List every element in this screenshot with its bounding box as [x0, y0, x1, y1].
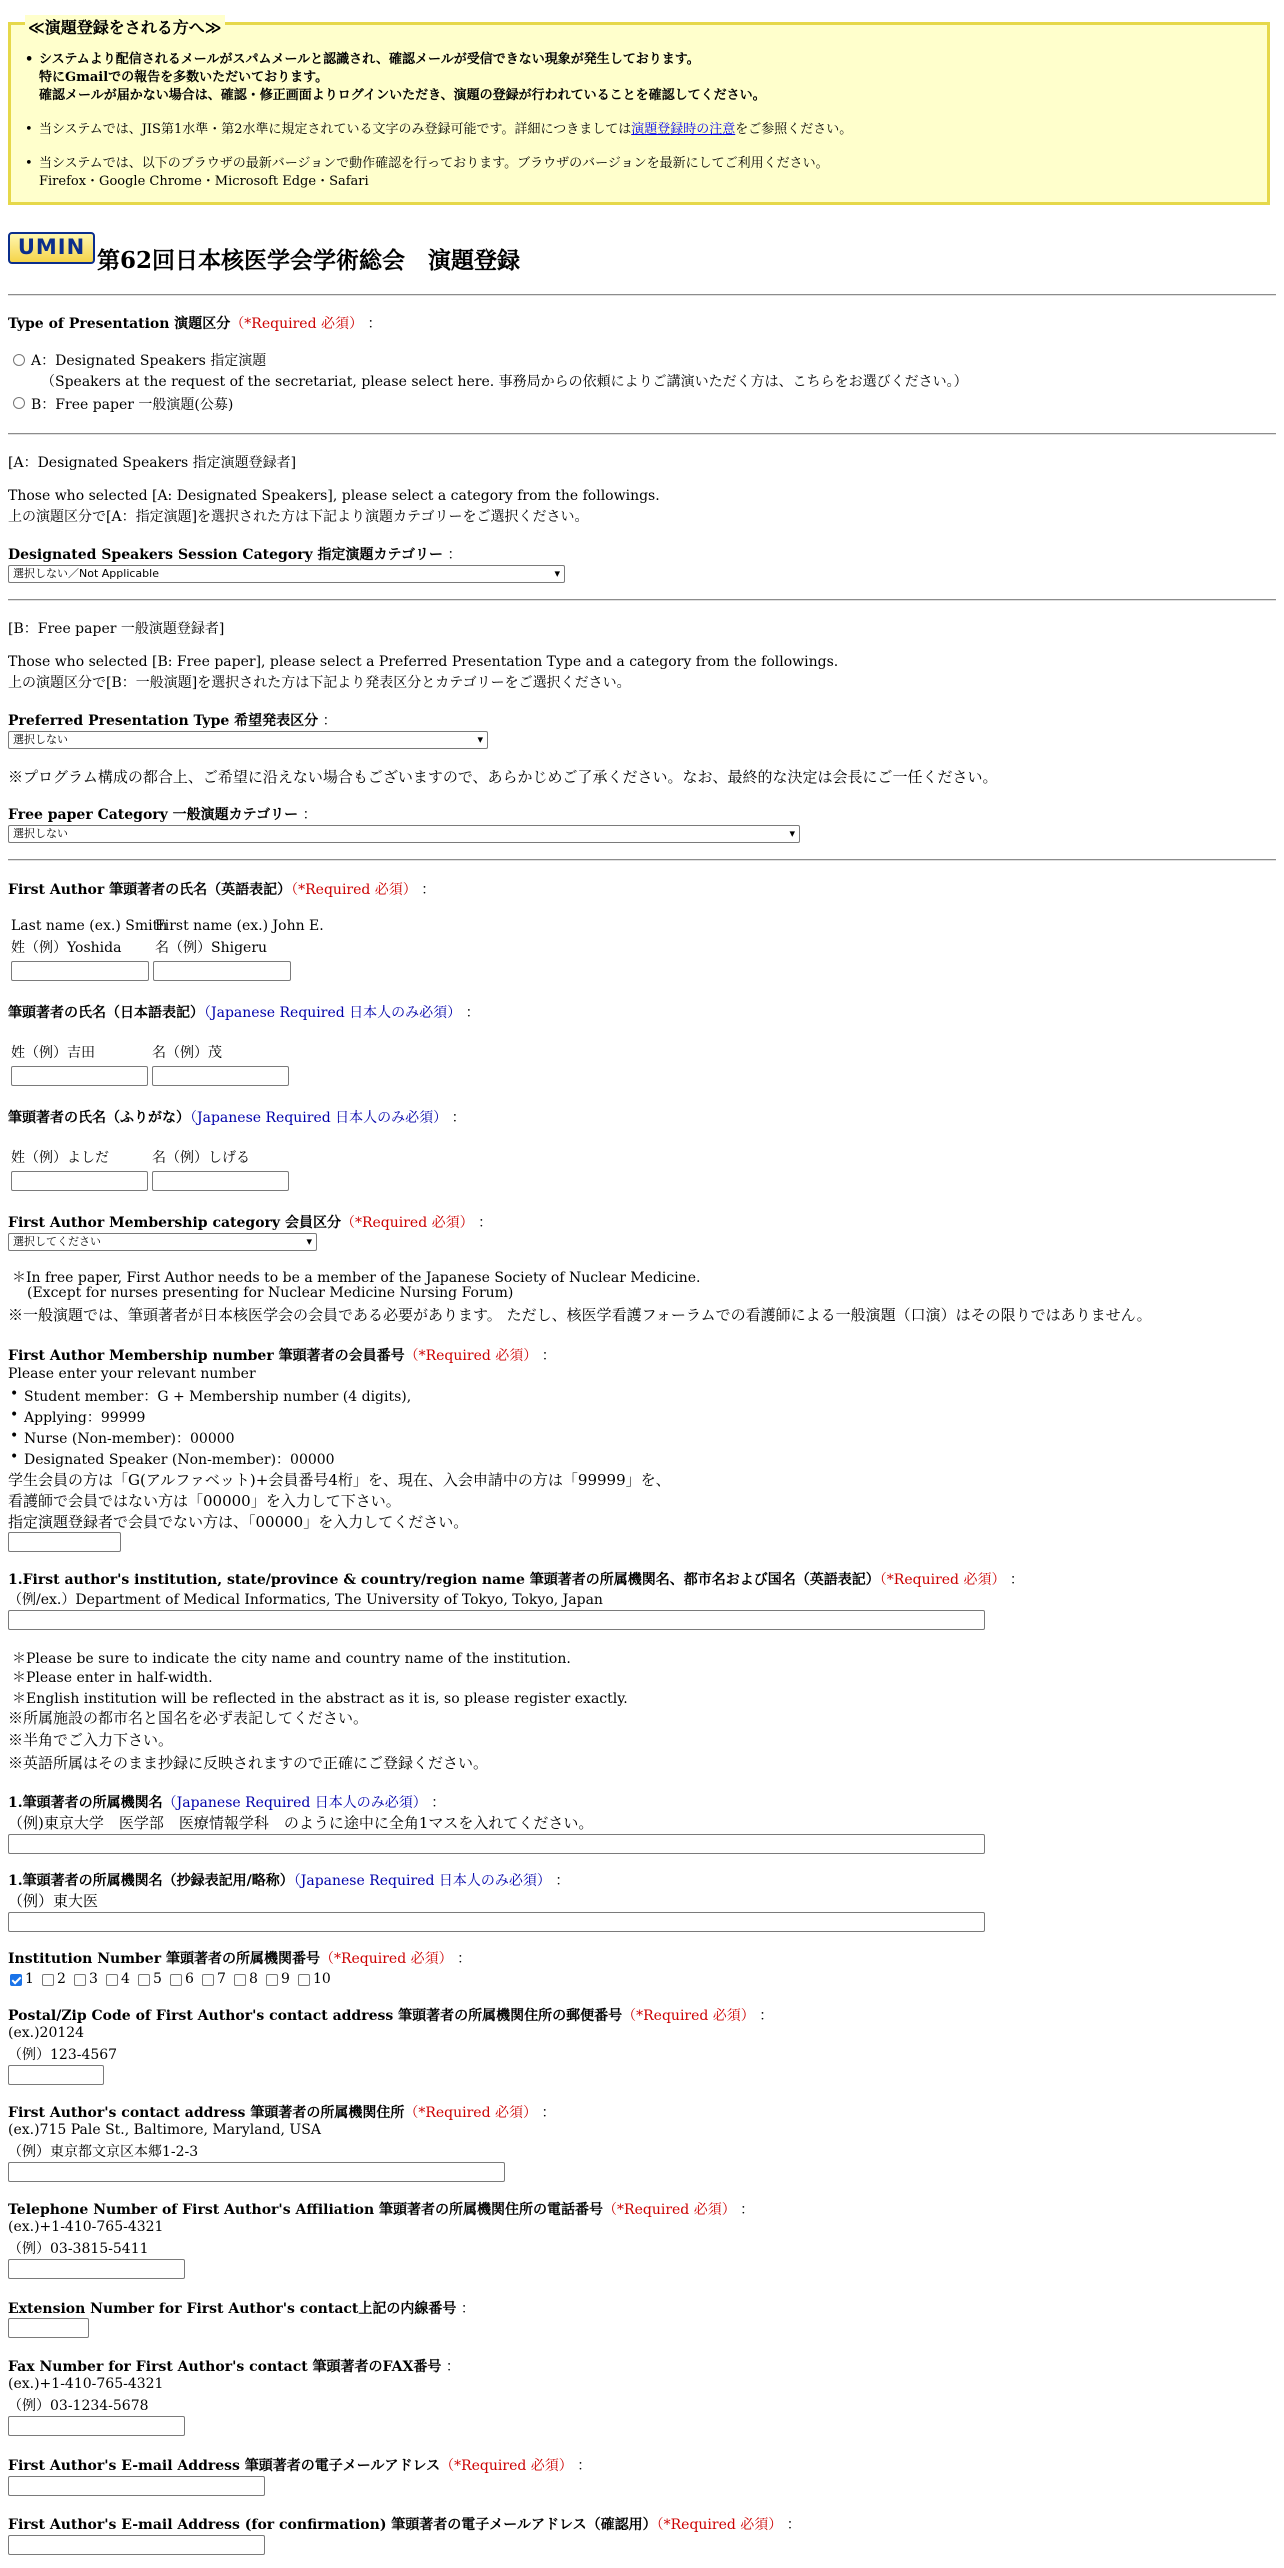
designated-category-select[interactable]: 選択しない／Not Applicable ▾ — [8, 565, 565, 583]
notice-item-spam — [39, 51, 766, 105]
author-en-label — [8, 879, 435, 899]
phone-example-ja: （例）03-3815-5411 — [8, 2241, 149, 2257]
author-ja-first-input[interactable] — [152, 1066, 289, 1086]
notice-legend: ≪演題登録をされる方へ≫ — [25, 15, 225, 38]
required-mark: （*Required 必須） — [656, 2517, 783, 2533]
required-mark: （*Required 必須） — [622, 2008, 755, 2024]
membership-label — [8, 1212, 492, 1232]
author-en-first-hint-ja: 名（例）Shigeru — [155, 940, 268, 956]
institution-en-example: （例/ex.）Department of Medical Informatics, The University of Tokyo, Tokyo, Japan — [8, 1592, 603, 1608]
institution-number-checkbox-3[interactable] — [74, 1974, 86, 1986]
umin-logo: UMIN — [8, 232, 95, 264]
membership-number-item: • Designated Speaker (Non-member)：00000 — [24, 1449, 335, 1469]
institution-en-note: ＊Please enter in half-width. — [12, 1670, 213, 1686]
institution-ja-input[interactable] — [8, 1834, 985, 1854]
field-label: Preferred Presentation Type 希望発表区分 — [8, 713, 319, 729]
fax-input[interactable] — [8, 2416, 185, 2436]
membership-select[interactable]: 選択してください ▾ — [8, 1233, 317, 1251]
author-en-last-hint: Last name (ex.) Smith — [11, 918, 168, 934]
presentation-type-label — [8, 313, 381, 333]
institution-number-option-label: 7 — [217, 1971, 226, 1987]
institution-number-option-label: 10 — [313, 1971, 331, 1987]
institution-number-checkbox-10[interactable] — [298, 1974, 310, 1986]
free-paper-category-select[interactable]: 選択しない ▾ — [8, 825, 800, 843]
divider — [8, 599, 1276, 601]
colon: ： — [445, 2359, 460, 2375]
radio-free-paper-label: B：Free paper 一般演題(公募) — [31, 397, 234, 413]
notice-text: をご参照ください。 — [735, 122, 853, 137]
institution-number-option-label: 8 — [249, 1971, 258, 1987]
colon: ： — [786, 2517, 801, 2533]
required-mark: （*Required 必須） — [291, 882, 417, 898]
divider — [8, 294, 1276, 296]
membership-note-en2: (Except for nurses presenting for Nuclear Medicine Nursing Forum) — [27, 1285, 514, 1301]
email-confirm-input[interactable] — [8, 2535, 265, 2555]
postal-example-ja: （例）123-4567 — [8, 2047, 118, 2063]
institution-number-option-label: 1 — [25, 1971, 34, 1987]
free-paper-category-label — [8, 804, 317, 824]
fax-example-ja: （例）03-1234-5678 — [8, 2398, 149, 2414]
institution-abbr-example: （例）東大医 — [8, 1892, 99, 1910]
field-label: Fax Number for First Author's contact 筆頭著者のFAX番号 — [8, 2359, 442, 2375]
author-kana-first-hint: 名（例）しげる — [152, 1150, 250, 1166]
author-ja-first-hint: 名（例）茂 — [152, 1045, 222, 1061]
required-mark: （*Required 必須） — [404, 2105, 537, 2121]
membership-number-ja2: 看護師で会員ではない方は「00000」を入力して下さい。 — [8, 1492, 401, 1510]
notice-line: Firefox・Google Chrome・Microsoft Edge・Safari — [39, 174, 369, 189]
colon: ： — [740, 2202, 755, 2218]
address-example-ja: （例）東京都文京区本郷1-2-3 — [8, 2144, 199, 2160]
author-en-last-input[interactable] — [11, 961, 149, 981]
japanese-required-mark: （Japanese Required 日本人のみ必須） — [190, 1110, 448, 1126]
author-kana-last-input[interactable] — [11, 1171, 148, 1191]
extension-label — [8, 2298, 475, 2318]
membership-number-ja1: 学生会員の方は「G(アルファベット)+会員番号4桁」を、現在、入会申請中の方は「99999」を、 — [8, 1471, 671, 1489]
radio-free-paper[interactable] — [13, 397, 25, 409]
free-paper-desc-ja: 上の演題区分で[B：一般演題]を選択された方は下記より発表区分とカテゴリーをご選択ください。 — [8, 675, 631, 691]
author-en-last-hint-ja: 姓（例）Yoshida — [11, 940, 122, 956]
membership-number-intro: Please enter your relevant number — [8, 1366, 256, 1382]
required-mark: （*Required 必須） — [340, 1215, 474, 1231]
field-label: First Author's E-mail Address (for confirmation) 筆頭著者の電子メールアドレス（確認用） — [8, 2517, 657, 2533]
japanese-required-mark: （Japanese Required 日本人のみ必須） — [293, 1873, 551, 1889]
colon: ： — [302, 807, 317, 823]
institution-en-note: ※所属施設の都市名と国名を必ず表記してください。 — [8, 1709, 369, 1727]
phone-label — [8, 2199, 754, 2219]
address-example-en: (ex.)715 Pale St., Baltimore, Maryland, USA — [8, 2122, 321, 2138]
program-note: ※プログラム構成の都合上、ご希望に沿えない場合もございますので、あらかじめご了承ください。なお、最終的な決定は会長にご一任ください。 — [8, 768, 998, 786]
notice-line: • システムより配信されるメールがスパムメールと認識され、確認メールが受信できない現象が発生しております。 — [39, 52, 700, 67]
institution-number-option-label: 4 — [121, 1971, 130, 1987]
japanese-required-mark: （Japanese Required 日本人のみ必須） — [204, 1005, 462, 1021]
colon: ： — [451, 1110, 466, 1126]
address-input[interactable] — [8, 2162, 505, 2182]
field-label: First Author's E-mail Address 筆頭著者の電子メールアドレス — [8, 2458, 441, 2474]
colon: ： — [460, 2301, 475, 2317]
colon: ： — [322, 713, 337, 729]
author-ja-last-input[interactable] — [11, 1066, 148, 1086]
divider — [8, 859, 1276, 861]
field-label: Postal/Zip Code of First Author's contact address 筆頭著者の所属機関住所の郵便番号 — [8, 2008, 623, 2024]
email-label — [8, 2455, 591, 2475]
institution-number-checkbox-5[interactable] — [138, 1974, 150, 1986]
designated-desc-en: Those who selected [A: Designated Speakers], please select a category from the followings. — [8, 488, 660, 504]
designated-category-label — [8, 544, 461, 564]
field-label: Free paper Category 一般演題カテゴリー — [8, 807, 299, 823]
membership-number-item: • Student member：G + Membership number (4 digits), — [24, 1386, 411, 1406]
field-label: First Author Membership number 筆頭著者の会員番号 — [8, 1348, 405, 1364]
institution-number-option-label: 3 — [89, 1971, 98, 1987]
institution-number-checkbox-6[interactable] — [170, 1974, 182, 1986]
phone-input[interactable] — [8, 2259, 185, 2279]
institution-number-checkbox-8[interactable] — [234, 1974, 246, 1986]
colon: ： — [447, 547, 462, 563]
institution-number-option-label: 5 — [153, 1971, 162, 1987]
required-mark: （*Required 必須） — [230, 316, 363, 332]
institution-ja-label — [8, 1792, 445, 1812]
institution-en-input[interactable] — [8, 1610, 985, 1630]
presentation-type-select[interactable]: 選択しない ▾ — [8, 731, 488, 749]
postal-input[interactable] — [8, 2065, 104, 2085]
membership-number-label — [8, 1345, 556, 1365]
institution-number-checkbox-2[interactable] — [42, 1974, 54, 1986]
field-label: 筆頭著者の氏名（ふりがな） — [8, 1110, 190, 1126]
colon: ： — [465, 1005, 480, 1021]
radio-designated[interactable] — [13, 354, 25, 366]
fax-label — [8, 2356, 460, 2376]
required-mark: （*Required 必須） — [319, 1951, 453, 1967]
colon: ： — [541, 1348, 556, 1364]
notice-item-charset — [39, 121, 852, 139]
phone-example-en: (ex.)+1-410-765-4321 — [8, 2219, 164, 2235]
japanese-required-mark: （Japanese Required 日本人のみ必須） — [162, 1795, 427, 1811]
institution-number-checkbox-9[interactable] — [266, 1974, 278, 1986]
extension-input[interactable] — [8, 2318, 89, 2338]
author-kana-label — [8, 1107, 466, 1127]
divider — [8, 433, 1276, 435]
institution-en-note: ※英語所属はそのまま抄録に反映されますので正確にご登録ください。 — [8, 1754, 489, 1772]
institution-abbr-input[interactable] — [8, 1912, 985, 1932]
colon: ： — [478, 1215, 493, 1231]
notice-line: 特にGmailでの報告を多数いただいております。 — [39, 70, 329, 85]
designated-desc-ja: 上の演題区分で[A：指定演題]を選択された方は下記より演題カテゴリーをご選択ください。 — [8, 509, 589, 525]
presentation-type-pref-label — [8, 710, 337, 730]
colon: ： — [555, 1873, 570, 1889]
field-label: 1.First author's institution, state/province & country/region name 筆頭著者の所属機関名、都市名および国名（英語表記） — [8, 1572, 880, 1588]
notice-line: 確認メールが届かない場合は、確認・修正画面よりログインいただき、演題の登録が行われていることを確認してください。 — [39, 88, 766, 103]
colon: ： — [457, 1951, 472, 1967]
field-label: 筆頭著者の氏名（日本語表記） — [8, 1005, 204, 1021]
institution-number-option-label: 9 — [281, 1971, 290, 1987]
required-mark: （*Required 必須） — [603, 2202, 736, 2218]
author-ja-last-hint: 姓（例）吉田 — [11, 1045, 95, 1061]
field-label: Institution Number 筆頭著者の所属機関番号 — [8, 1951, 320, 1967]
required-mark: （*Required 必須） — [404, 1348, 538, 1364]
colon: ： — [1009, 1572, 1024, 1588]
membership-note-ja: ※一般演題では、筆頭著者が日本核医学会の会員である必要があります。 ただし、核医学看護フォーラムでの看護師による一般演題（口演）はその限りではありません。 — [8, 1306, 1152, 1324]
field-label: First Author 筆頭著者の氏名（英語表記） — [8, 882, 292, 898]
institution-number-option-label: 2 — [57, 1971, 66, 1987]
institution-ja-example: （例)東京大学 医学部 医療情報学科 のように途中に全角1マスを入れてください。 — [8, 1814, 594, 1832]
field-label: First Author Membership category 会員区分 — [8, 1215, 341, 1231]
postal-label — [8, 2005, 773, 2025]
author-en-first-hint: First name (ex.) John E. — [155, 918, 324, 934]
institution-en-note: ＊English institution will be reflected in the abstract as it is, so please register exactly. — [12, 1691, 628, 1707]
field-label: Extension Number for First Author's contact上記の内線番号 — [8, 2301, 457, 2317]
field-label: First Author's contact address 筆頭著者の所属機関住所 — [8, 2105, 405, 2121]
institution-en-label — [8, 1569, 1024, 1589]
required-mark: （*Required 必須） — [879, 1572, 1006, 1588]
field-label: 1.筆頭著者の所属機関名（抄録表記用/略称） — [8, 1873, 294, 1889]
radio-designated-note: （Speakers at the request of the secretariat, please select here. 事務局からの依頼によりご講演いただく方は、こちらをお選びください。） — [41, 374, 968, 390]
field-label: Type of Presentation 演題区分 — [8, 316, 231, 332]
email-confirm-label — [8, 2514, 801, 2534]
membership-number-input[interactable] — [8, 1532, 121, 1552]
page-title: 第62回日本核医学会学術総会 演題登録 — [97, 247, 521, 274]
postal-example-en: (ex.)20124 — [8, 2025, 85, 2041]
free-paper-desc-en: Those who selected [B: Free paper], please select a Preferred Presentation Type and a category from the followings. — [8, 654, 839, 670]
institution-number-label — [8, 1948, 471, 1968]
notice-box — [8, 18, 1270, 205]
author-en-first-input[interactable] — [153, 961, 291, 981]
membership-number-item: • Applying：99999 — [24, 1407, 145, 1427]
notice-text: 当システムでは、JIS第1水準・第2水準に規定されている文字のみ登録可能です。詳細につきましては — [39, 122, 632, 137]
institution-number-checkbox-1[interactable] — [10, 1974, 22, 1986]
designated-heading: [A：Designated Speakers 指定演題登録者] — [8, 455, 297, 471]
membership-number-item: • Nurse (Non-member)：00000 — [24, 1428, 235, 1448]
field-label: Designated Speakers Session Category 指定演題カテゴリー — [8, 547, 443, 563]
required-mark: （*Required 必須） — [440, 2458, 573, 2474]
notice-line: • 当システムでは、以下のブラウザの最新バージョンで動作確認を行っております。ブラウザのバージョンを最新にしてご利用ください。 — [39, 156, 829, 171]
radio-designated-label: A：Designated Speakers 指定演題 — [31, 353, 267, 369]
institution-en-note: ※半角でご入力下さい。 — [8, 1731, 174, 1749]
colon: ： — [541, 2105, 556, 2121]
colon: ： — [367, 316, 382, 332]
institution-number-option-label: 6 — [185, 1971, 194, 1987]
author-kana-first-input[interactable] — [152, 1171, 289, 1191]
author-ja-label — [8, 1002, 480, 1022]
email-input[interactable] — [8, 2476, 265, 2496]
colon: ： — [577, 2458, 592, 2474]
fax-example-en: (ex.)+1-410-765-4321 — [8, 2376, 164, 2392]
colon: ： — [759, 2008, 774, 2024]
membership-note-en: ＊In free paper, First Author needs to be a member of the Japanese Society of Nuclear Medicine. — [12, 1270, 701, 1286]
field-label: Telephone Number of First Author's Affiliation 筆頭著者の所属機関住所の電話番号 — [8, 2202, 604, 2218]
free-paper-heading: [B：Free paper 一般演題登録者] — [8, 621, 225, 637]
notice-link[interactable]: 演題登録時の注意 — [631, 122, 736, 137]
institution-en-note: ＊Please be sure to indicate the city name and country name of the institution. — [12, 1651, 571, 1667]
author-kana-last-hint: 姓（例）よしだ — [11, 1150, 109, 1166]
colon: ： — [431, 1795, 446, 1811]
notice-item-browser — [39, 155, 829, 191]
membership-number-ja3: 指定演題登録者で会員でない方は、「00000」を入力してください。 — [8, 1513, 469, 1531]
institution-abbr-label — [8, 1870, 569, 1890]
institution-number-checkbox-4[interactable] — [106, 1974, 118, 1986]
institution-number-checkbox-7[interactable] — [202, 1974, 214, 1986]
field-label: 1.筆頭著者の所属機関名 — [8, 1795, 163, 1811]
address-label — [8, 2102, 555, 2122]
colon: ： — [421, 882, 436, 898]
